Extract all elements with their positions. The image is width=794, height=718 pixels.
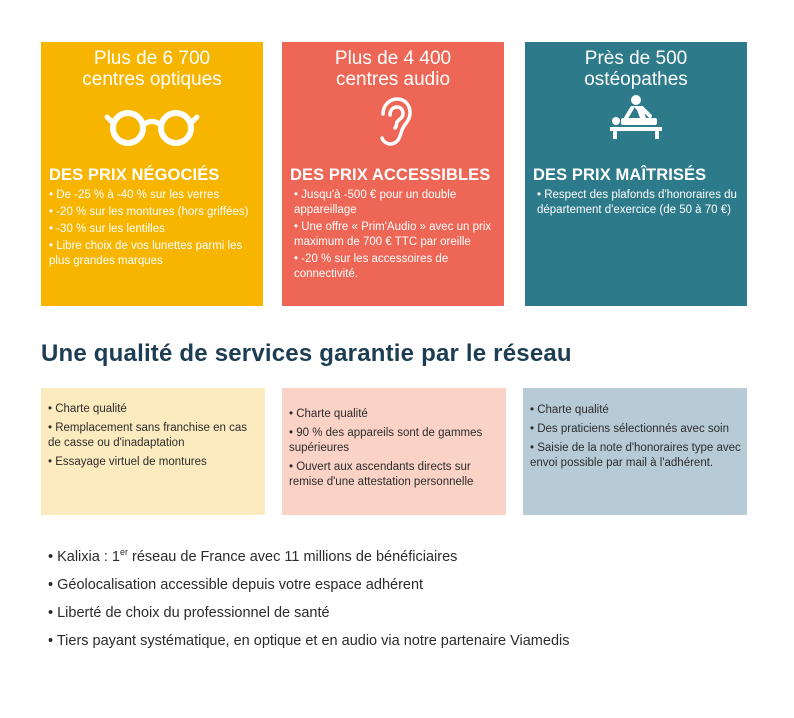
list-item: • Jusqu'à -500 € pour un double appareillage xyxy=(294,189,457,216)
list-item xyxy=(48,548,569,566)
quality-list xyxy=(289,407,502,494)
quality-box-optique xyxy=(41,388,265,515)
item-text: réseau de France avec 11 millions de bénéficiaires xyxy=(128,549,458,565)
benefits-list xyxy=(48,548,569,660)
list-item: • Géolocalisation accessible depuis votre espace adhérent xyxy=(48,577,424,593)
card-heading: DES PRIX ACCESSIBLES xyxy=(290,166,491,184)
card-title-line1: Près de 500 xyxy=(584,48,688,69)
list-item: • -30 % sur les lentilles xyxy=(49,223,165,235)
glasses-icon xyxy=(41,104,263,153)
list-item: • -20 % sur les montures (hors griffées) xyxy=(49,206,249,218)
card-heading: DES PRIX NÉGOCIÉS xyxy=(49,166,220,184)
list-item: • Ouvert aux ascendants directs sur remise d'une attestation personnelle xyxy=(289,461,474,488)
list-item: • Liberté de choix du professionnel de santé xyxy=(48,605,330,621)
list-item: • De -25 % à -40 % sur les verres xyxy=(49,189,220,201)
quality-box-audio xyxy=(282,388,506,515)
massage-icon xyxy=(525,94,747,145)
card-list xyxy=(294,188,498,284)
card-heading: DES PRIX MAÎTRISÉS xyxy=(533,166,707,184)
ear-icon xyxy=(282,96,504,153)
list-item: • Essayage virtuel de montures xyxy=(48,456,207,468)
card-audio xyxy=(282,42,504,306)
list-item: • Des praticiens sélectionnés avec soin xyxy=(530,423,729,435)
section-title: Une qualité de services garantie par le réseau xyxy=(41,340,572,367)
card-list xyxy=(537,188,741,220)
card-osteo xyxy=(525,42,747,306)
list-item: • Saisie de la note d'honoraires type avec envoi possible par mail à l'adhérent. xyxy=(530,442,741,469)
list-item: • Libre choix de vos lunettes parmi les plus grandes marques xyxy=(49,240,243,267)
list-item: • Une offre « Prim'Audio » avec un prix maximum de 700 € TTC par oreille xyxy=(294,221,492,248)
list-item: • Charte qualité xyxy=(530,404,609,416)
card-title-line2: centres audio xyxy=(335,69,451,90)
card-title xyxy=(525,48,747,90)
quality-list xyxy=(530,403,743,475)
card-title-line1: Plus de 4 400 xyxy=(334,48,452,69)
card-title-line2: centres optiques xyxy=(82,69,222,90)
list-item: • Respect des plafonds d'honoraires du département d'exercice (de 50 à 70 €) xyxy=(537,189,737,216)
list-item: • Charte qualité xyxy=(289,408,368,420)
ordinal-suffix: er xyxy=(119,547,128,558)
card-list xyxy=(49,188,257,271)
list-item: • 90 % des appareils sont de gammes supérieures xyxy=(289,427,483,454)
list-item: • Charte qualité xyxy=(48,403,127,415)
list-item: • -20 % sur les accessoires de connectivité. xyxy=(294,253,449,280)
quality-box-osteo xyxy=(523,388,747,515)
item-text: • Kalixia : 1 xyxy=(48,549,120,565)
card-title-line2: ostéopathes xyxy=(584,69,688,90)
card-title xyxy=(41,48,263,90)
card-title-line1: Plus de 6 700 xyxy=(93,48,211,69)
quality-list xyxy=(48,402,261,474)
list-item: • Remplacement sans franchise en cas de casse ou d'inadaptation xyxy=(48,422,247,449)
card-optique xyxy=(41,42,263,306)
card-title xyxy=(282,48,504,90)
list-item: • Tiers payant systématique, en optique et en audio via notre partenaire Viamedis xyxy=(48,633,570,649)
